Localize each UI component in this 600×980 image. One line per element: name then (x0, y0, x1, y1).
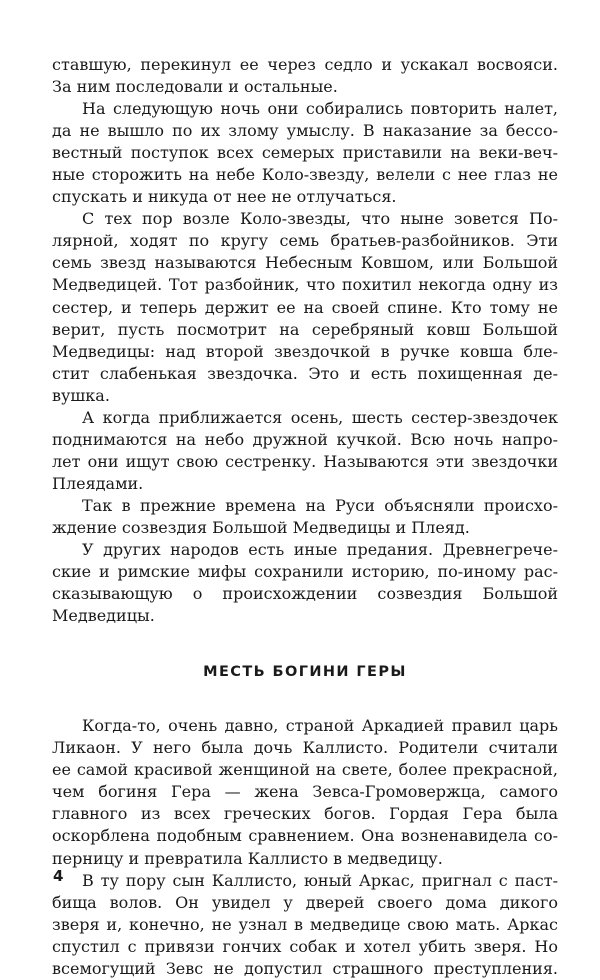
text-line: вушка. (52, 385, 110, 405)
text-line: стит слабенькая звездочка. Это и есть похищенная де- (52, 363, 558, 383)
paragraph (52, 98, 558, 208)
text-block-top (52, 54, 558, 627)
paragraph (52, 407, 558, 495)
text-line: главного из всех греческих богов. Гордая Гера была (52, 804, 558, 824)
text-line: вестный поступок всех семерых приставили на веки-веч- (52, 143, 558, 163)
text-line: лет они ищут свою сестренку. Называются эти звездочки (52, 451, 558, 471)
text-line: Медведицы: над второй звездочкой в ручке ковша бле- (52, 341, 558, 361)
text-line: ждение созвездия Большой Медведицы и Плеяд. (52, 517, 470, 537)
text-block-bottom (52, 715, 558, 980)
text-line: зверя и, конечно, не узнал в медведице свою мать. Аркас (52, 914, 558, 934)
text-line: семь звезд называются Небесным Ковшом, или Большой (52, 253, 558, 273)
text-line: Так в прежние времена на Руси объясняли происхо- (82, 495, 558, 515)
text-line: ее самой красивой женщиной на свете, более прекрасной, (52, 760, 558, 780)
text-line: да не вышло по их злому умыслу. В наказание за бессо- (52, 121, 558, 141)
text-line: Когда-то, очень давно, страной Аркадией правил царь (82, 716, 558, 736)
text-line: ские и римские мифы сохранили историю, по-иному рас- (52, 562, 558, 582)
page-body (52, 54, 558, 980)
text-line: В ту пору сын Каллисто, юный Аркас, пригнал с паст- (82, 870, 558, 890)
paragraph (52, 870, 558, 980)
text-line: всемогущий Зевс не допустил страшного преступления. (52, 958, 558, 978)
paragraph (52, 208, 558, 406)
text-line: С тех пор возле Коло-звезды, что ныне зовется По- (82, 209, 558, 229)
text-line: сказывающую о происхождении созвездия Большой (52, 584, 558, 604)
paragraph (52, 539, 558, 627)
paragraph (52, 54, 558, 98)
text-line: верит, пусть посмотрит на серебряный ковш Большой (52, 319, 558, 339)
text-line: Медведицы. (52, 606, 155, 626)
text-line: лярной, ходят по кругу семь братьев-разбойников. Эти (52, 231, 558, 251)
text-line: Ликаон. У него была дочь Каллисто. Родители считали (52, 738, 558, 758)
text-line: поднимаются на небо дружной кучкой. Всю ночь напро- (52, 429, 558, 449)
text-line: перницу и превратила Каллисто в медведицу. (52, 848, 443, 868)
text-line: оскорблена подобным сравнением. Она возненавидела со- (52, 826, 558, 846)
text-line: Медведицей. Тот разбойник, что похитил некогда одну из (52, 275, 558, 295)
paragraph (52, 495, 558, 539)
text-line: бища волов. Он увидел у дверей своего дома дикого (52, 892, 558, 912)
text-line: На следующую ночь они собирались повторить налет, (82, 99, 558, 119)
text-line: спускать и никуда от нее не отлучаться. (52, 187, 397, 207)
text-line: чем богиня Гера — жена Зевса-Громовержца, самого (52, 782, 558, 802)
text-line: Плеядами. (52, 473, 144, 493)
text-line: За ним последовали и остальные. (52, 77, 338, 97)
chapter-heading: МЕСТЬ БОГИНИ ГЕРЫ (203, 664, 407, 681)
paragraph (52, 715, 558, 869)
page-number: 4 (53, 867, 64, 885)
text-line: ные сторожить на небе Коло-звезду, велели с нее глаз не (52, 165, 558, 185)
text-line: У других народов есть иные предания. Древнегрече- (82, 540, 558, 560)
text-line: ставшую, перекинул ее через седло и ускакал восвояси. (52, 55, 558, 74)
text-line: сестер, и теперь держит ее на своей спине. Кто тому не (52, 297, 558, 317)
text-line: А когда приближается осень, шесть сестер-звездочек (82, 407, 558, 427)
text-line: спустил с привязи гончих собак и хотел убить зверя. Но (52, 936, 558, 956)
